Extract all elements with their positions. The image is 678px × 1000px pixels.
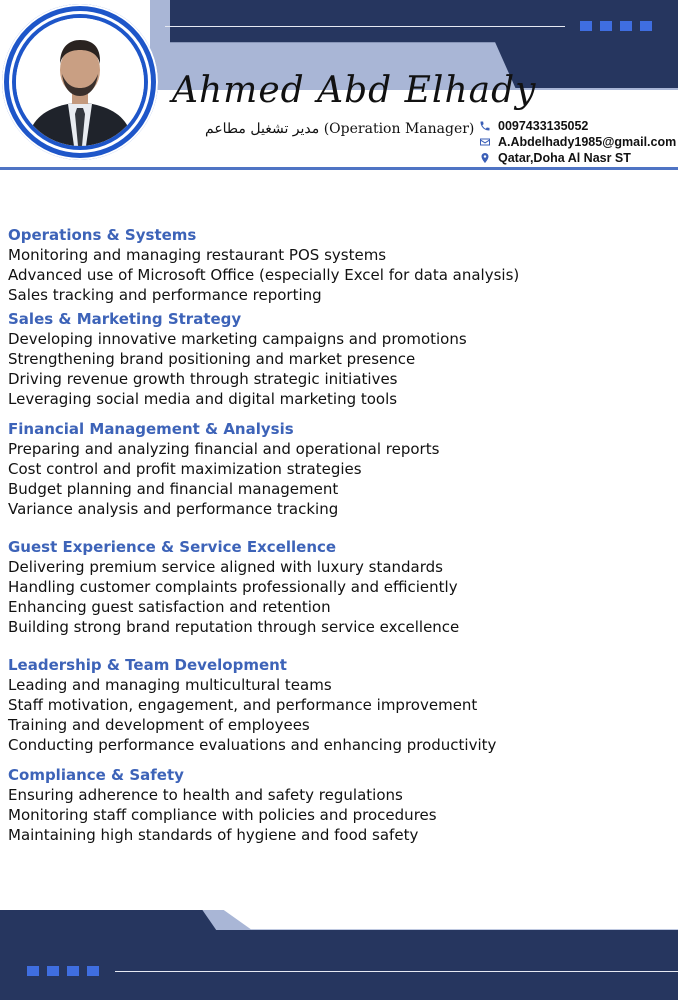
list-item: Driving revenue growth through strategic initiatives [8, 370, 398, 388]
list-item: Strengthening brand positioning and market presence [8, 350, 416, 368]
list-item: Building strong brand reputation through service excellence [8, 618, 460, 636]
contact-email [478, 134, 676, 150]
footer-squares-decoration [27, 966, 99, 976]
square-decoration [580, 21, 592, 31]
section-heading: Guest Experience & Service Excellence [8, 538, 337, 556]
section-sales-marketing [8, 309, 668, 409]
email-address[interactable]: A.Abdelhady1985@gmail.com [498, 135, 677, 149]
section-heading: Leadership & Team Development [8, 656, 287, 674]
section-operations-systems [8, 225, 668, 305]
candidate-name: Ahmed Abd Elhady [172, 70, 537, 111]
profile-photo [16, 18, 144, 146]
location-address: Qatar,Doha Al Nasr ST [498, 151, 631, 165]
square-decoration [620, 21, 632, 31]
square-decoration [67, 966, 79, 976]
contact-location [478, 150, 676, 166]
list-item: Advanced use of Microsoft Office (especially Excel for data analysis) [8, 266, 520, 284]
contact-block [478, 118, 676, 166]
header-divider-line [165, 26, 565, 27]
list-item: Maintaining high standards of hygiene and food safety [8, 826, 419, 844]
square-decoration [47, 966, 59, 976]
footer-band-dark [0, 930, 678, 1000]
section-heading: Compliance & Safety [8, 766, 184, 784]
list-item: Leveraging social media and digital marketing tools [8, 390, 398, 408]
section-heading: Operations & Systems [8, 226, 197, 244]
section-heading: Sales & Marketing Strategy [8, 310, 242, 328]
skills-sections [8, 225, 668, 845]
list-item: Preparing and analyzing financial and operational reports [8, 440, 440, 458]
square-decoration [27, 966, 39, 976]
location-icon [478, 151, 492, 165]
list-item: Cost control and profit maximization strategies [8, 460, 362, 478]
list-item: Variance analysis and performance tracking [8, 500, 339, 518]
section-financial-management [8, 419, 668, 519]
job-title: مدير تشغيل مطاعم (Operation Manager) [205, 121, 475, 137]
phone-number[interactable]: 0097433135052 [498, 119, 589, 133]
email-icon [478, 135, 492, 149]
section-leadership-team [8, 655, 668, 755]
section-compliance-safety [8, 765, 668, 845]
list-item: Ensuring adherence to health and safety regulations [8, 786, 403, 804]
square-decoration [600, 21, 612, 31]
list-item: Training and development of employees [8, 716, 310, 734]
list-item: Staff motivation, engagement, and performance improvement [8, 696, 478, 714]
list-item: Budget planning and financial management [8, 480, 339, 498]
list-item: Monitoring staff compliance with policies and procedures [8, 806, 437, 824]
square-decoration [640, 21, 652, 31]
list-item: Conducting performance evaluations and enhancing productivity [8, 736, 497, 754]
list-item: Delivering premium service aligned with luxury standards [8, 558, 443, 576]
list-item: Developing innovative marketing campaigns and promotions [8, 330, 467, 348]
list-item: Enhancing guest satisfaction and retention [8, 598, 331, 616]
list-item: Handling customer complaints professionally and efficiently [8, 578, 458, 596]
list-item: Sales tracking and performance reporting [8, 286, 322, 304]
square-decoration [87, 966, 99, 976]
list-item: Monitoring and managing restaurant POS systems [8, 246, 387, 264]
footer-divider-line [115, 971, 678, 972]
section-heading: Financial Management & Analysis [8, 420, 294, 438]
phone-icon [478, 119, 492, 133]
header-bottom-rule [0, 167, 678, 170]
list-item: Leading and managing multicultural teams [8, 676, 332, 694]
section-guest-experience [8, 537, 668, 637]
person-portrait-icon [16, 18, 144, 146]
header-squares-decoration [580, 21, 652, 31]
contact-phone [478, 118, 676, 134]
